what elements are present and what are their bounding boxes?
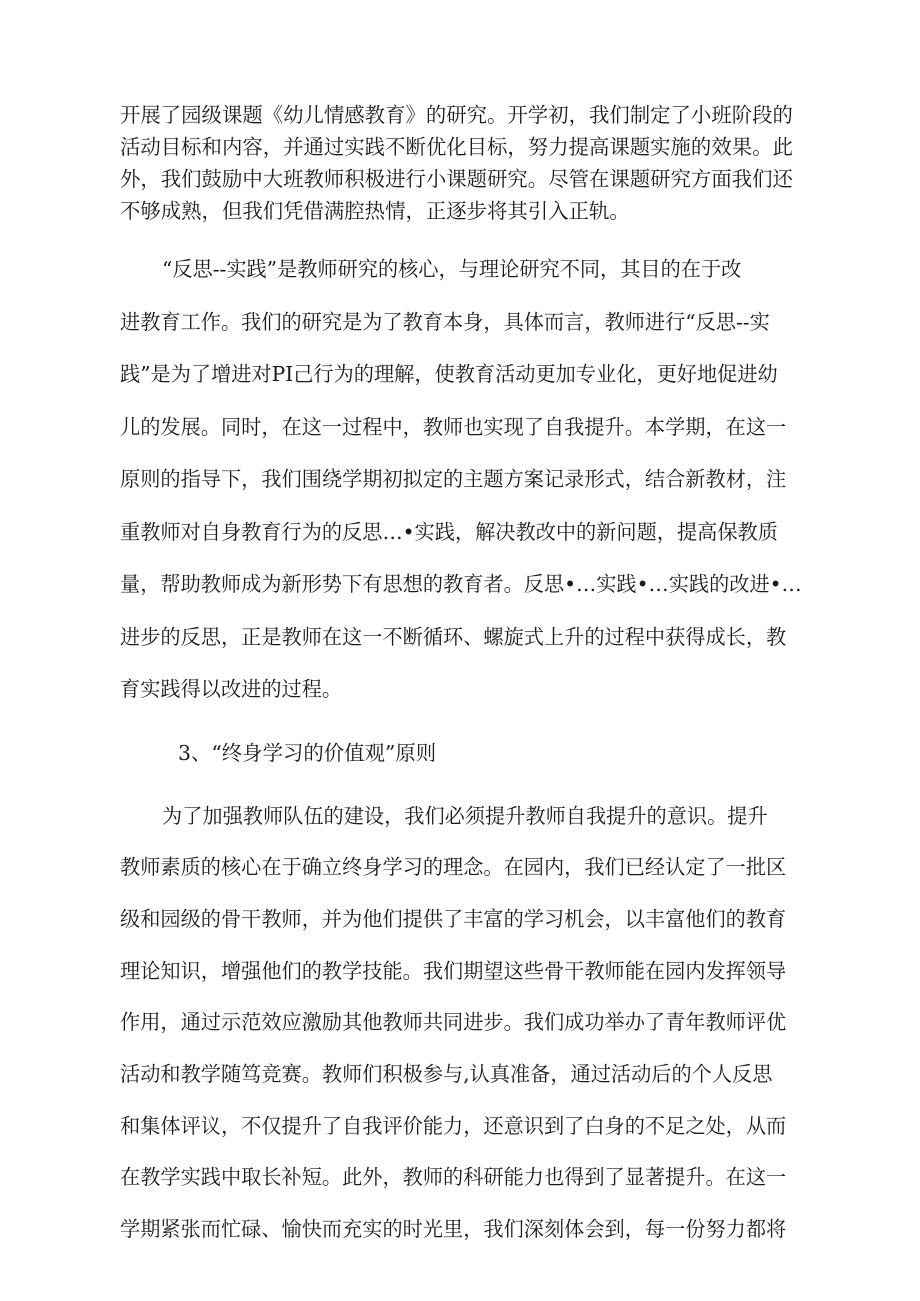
paragraph-line: 进教育工作。我们的研究是为了教育本身，具体而言，教师进行“反思--实 bbox=[120, 310, 770, 334]
section-heading: 3、“终身学习的价值观”原则 bbox=[178, 741, 437, 765]
paragraph-line: 原则的指导下，我们围绕学期初拟定的主题方案记录形式，结合新教材，注 bbox=[120, 467, 787, 491]
paragraph-line: 进步的反思，正是教师在这一不断循环、螺旋式上升的过程中获得成长，教 bbox=[120, 625, 787, 649]
paragraph-line: “反思--实践”是教师研究的核心，与理论研究不同，其目的在于改 bbox=[162, 257, 742, 281]
paragraph-line: 和集体评议，不仅提升了自我评价能力，还意识到了白身的不足之处，从而 bbox=[120, 1114, 787, 1138]
paragraph-line: 育实践得以改进的过程。 bbox=[120, 677, 343, 701]
paragraph-line: 作用，通过示范效应激励其他教师共同进步。我们成功举办了青年教师评优 bbox=[120, 1010, 787, 1034]
paragraph-line: 活动目标和内容，并通过实践不断优化目标，努力提高课题实施的效果。此 bbox=[120, 135, 793, 159]
paragraph-line: 在教学实践中取长补短。此外，教师的科研能力也得到了显著提升。在这一 bbox=[120, 1165, 787, 1189]
paragraph-line: 重教师对自身教育行为的反思…•实践，解决教改中的新问题，提高保教质 bbox=[120, 520, 778, 544]
paragraph-line: 开展了园级课题《幼儿情感教育》的研究。开学初，我们制定了小班阶段的 bbox=[120, 103, 793, 127]
paragraph-line: 践”是为了增进对PI己行为的理解，使教育活动更加专业化，更好地促进幼 bbox=[120, 362, 778, 386]
paragraph-line: 理论知识，增强他们的教学技能。我们期望这些骨干教师能在园内发挥领导 bbox=[120, 959, 787, 983]
paragraph-line: 不够成熟，但我们凭借满腔热情，正逐步将其引入正轨。 bbox=[120, 199, 630, 223]
paragraph-line: 学期紧张而忙碌、愉快而充实的时光里，我们深刻体会到，每一份努力都将 bbox=[120, 1217, 787, 1241]
paragraph-line: 量，帮助教师成为新形势下有思想的教育者。反思•…实践•…实践的改进•… bbox=[120, 572, 802, 596]
paragraph-line: 儿的发展。同时，在这一过程中，教师也实现了自我提升。本学期，在这一 bbox=[120, 415, 787, 439]
paragraph-line: 级和园级的骨干教师，并为他们提供了丰富的学习机会，以丰富他们的教育 bbox=[120, 907, 787, 931]
paragraph-line: 教师素质的核心在于确立终身学习的理念。在园内，我们已经认定了一批区 bbox=[120, 855, 787, 879]
paragraph-line: 活动和教学随笃竞赛。教师们积极参与,认真准备，通过活动后的个人反思 bbox=[120, 1062, 773, 1086]
paragraph-line: 外，我们鼓励中大班教师积极进行小课题研究。尽管在课题研究方面我们还 bbox=[120, 167, 793, 191]
paragraph-line: 为了加强教师队伍的建设，我们必须提升教师自我提升的意识。提升 bbox=[162, 804, 768, 828]
